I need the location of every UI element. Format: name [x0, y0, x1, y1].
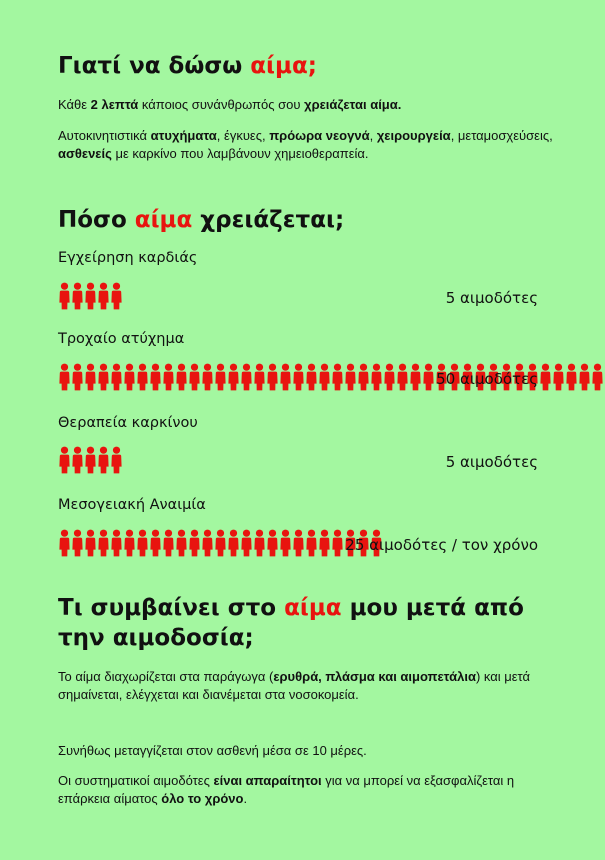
heading-accent-word: αίμα	[284, 595, 342, 621]
person-icon	[565, 363, 578, 391]
person-icon	[71, 282, 84, 310]
who-needs-blood-text: Αυτοκινητιστικά ατυχήματα, έγκυες, πρόωρα νεογνά, χειρουργεία, μεταμοσχεύσεις, ασθενείς με καρκίνο που λαμβάνουν χημειοθεραπεία.	[58, 128, 553, 161]
person-icon	[58, 529, 71, 557]
person-icon	[253, 529, 266, 557]
person-icon	[305, 363, 318, 391]
person-icon	[578, 363, 591, 391]
donor-count-thalassemia: 25 αιμοδότες / τον χρόνο	[345, 536, 538, 554]
person-icon	[149, 529, 162, 557]
person-icon	[71, 363, 84, 391]
donor-count-car-accident: 50 αιμοδότες	[436, 370, 538, 388]
person-icon	[240, 363, 253, 391]
person-icon	[97, 529, 110, 557]
person-icon	[97, 282, 110, 310]
person-icon	[71, 529, 84, 557]
person-icon	[383, 363, 396, 391]
person-icon	[396, 363, 409, 391]
person-icon	[214, 363, 227, 391]
person-icon	[136, 363, 149, 391]
person-icon	[58, 363, 71, 391]
person-icon	[344, 363, 357, 391]
person-icon	[331, 529, 344, 557]
person-icon	[422, 363, 435, 391]
person-icon	[58, 446, 71, 474]
person-icon	[266, 363, 279, 391]
how-much-blood-heading: Πόσο αίμα χρειάζεται;	[58, 207, 345, 233]
person-icon	[84, 446, 97, 474]
need-label-thalassemia: Μεσογειακή Αναιμία	[58, 497, 206, 513]
person-icon	[253, 363, 266, 391]
regular-donors-text: Οι συστηματικοί αιμοδότες είναι απαραίτητοι για να μπορεί να εξασφαλίζεται η επάρκεια αίματος όλο το χρόνο.	[58, 773, 515, 806]
donor-count-heart-surgery: 5 αιμοδότες	[445, 289, 538, 307]
what-happens-heading: Τι συμβαίνει στο αίμα μου μετά από την αιμοδοσία;	[58, 595, 524, 651]
person-icon	[188, 529, 201, 557]
person-icon	[84, 363, 97, 391]
person-icon	[539, 363, 552, 391]
person-icon	[110, 446, 123, 474]
need-label-cancer-therapy: Θεραπεία καρκίνου	[58, 415, 198, 431]
person-icon	[201, 363, 214, 391]
person-icon	[71, 446, 84, 474]
person-icon	[162, 529, 175, 557]
person-icon	[305, 529, 318, 557]
why-give-blood-heading: Γιατί να δώσω αίμα;	[58, 53, 317, 79]
person-icon	[552, 363, 565, 391]
person-icon	[409, 363, 422, 391]
person-icon	[279, 363, 292, 391]
person-icon	[162, 363, 175, 391]
blood-processing-text: Το αίμα διαχωρίζεται στα παράγωγα (ερυθρά, πλάσμα και αιμοπετάλια) και μετά σημαίνεται, ελέγχεται και διανέμεται στα νοσοκομεία.	[58, 669, 531, 702]
person-icon	[175, 529, 188, 557]
person-icon	[188, 363, 201, 391]
person-icon	[266, 529, 279, 557]
person-icon	[175, 363, 188, 391]
person-icon	[58, 282, 71, 310]
person-icon	[591, 363, 604, 391]
person-icon	[292, 529, 305, 557]
person-icon	[357, 363, 370, 391]
transfusion-timing-text: Συνήθως μεταγγίζεται στον ασθενή μέσα σε 10 μέρες.	[58, 743, 367, 758]
person-icon	[279, 529, 292, 557]
need-label-heart-surgery: Εγχείρηση καρδιάς	[58, 250, 198, 266]
person-icon	[136, 529, 149, 557]
donor-icons-row	[58, 282, 123, 310]
person-icon	[227, 363, 240, 391]
person-icon	[318, 363, 331, 391]
person-icon	[110, 282, 123, 310]
person-icon	[123, 363, 136, 391]
heading-accent-word: αίμα;	[250, 53, 317, 79]
person-icon	[84, 282, 97, 310]
person-icon	[149, 363, 162, 391]
person-icon	[110, 529, 123, 557]
person-icon	[110, 363, 123, 391]
person-icon	[227, 529, 240, 557]
person-icon	[240, 529, 253, 557]
donor-icons-row	[58, 529, 383, 557]
person-icon	[331, 363, 344, 391]
heading-accent-word: αίμα	[134, 207, 193, 233]
person-icon	[318, 529, 331, 557]
donor-icons-row	[58, 446, 123, 474]
person-icon	[97, 363, 110, 391]
person-icon	[201, 529, 214, 557]
person-icon	[97, 446, 110, 474]
person-icon	[84, 529, 97, 557]
person-icon	[292, 363, 305, 391]
every-two-minutes-text: Κάθε 2 λεπτά κάποιος συνάνθρωπός σου χρειάζεται αίμα.	[58, 97, 402, 112]
need-label-car-accident: Τροχαίο ατύχημα	[58, 331, 185, 347]
person-icon	[370, 363, 383, 391]
person-icon	[214, 529, 227, 557]
person-icon	[123, 529, 136, 557]
donor-count-cancer-therapy: 5 αιμοδότες	[445, 453, 538, 471]
